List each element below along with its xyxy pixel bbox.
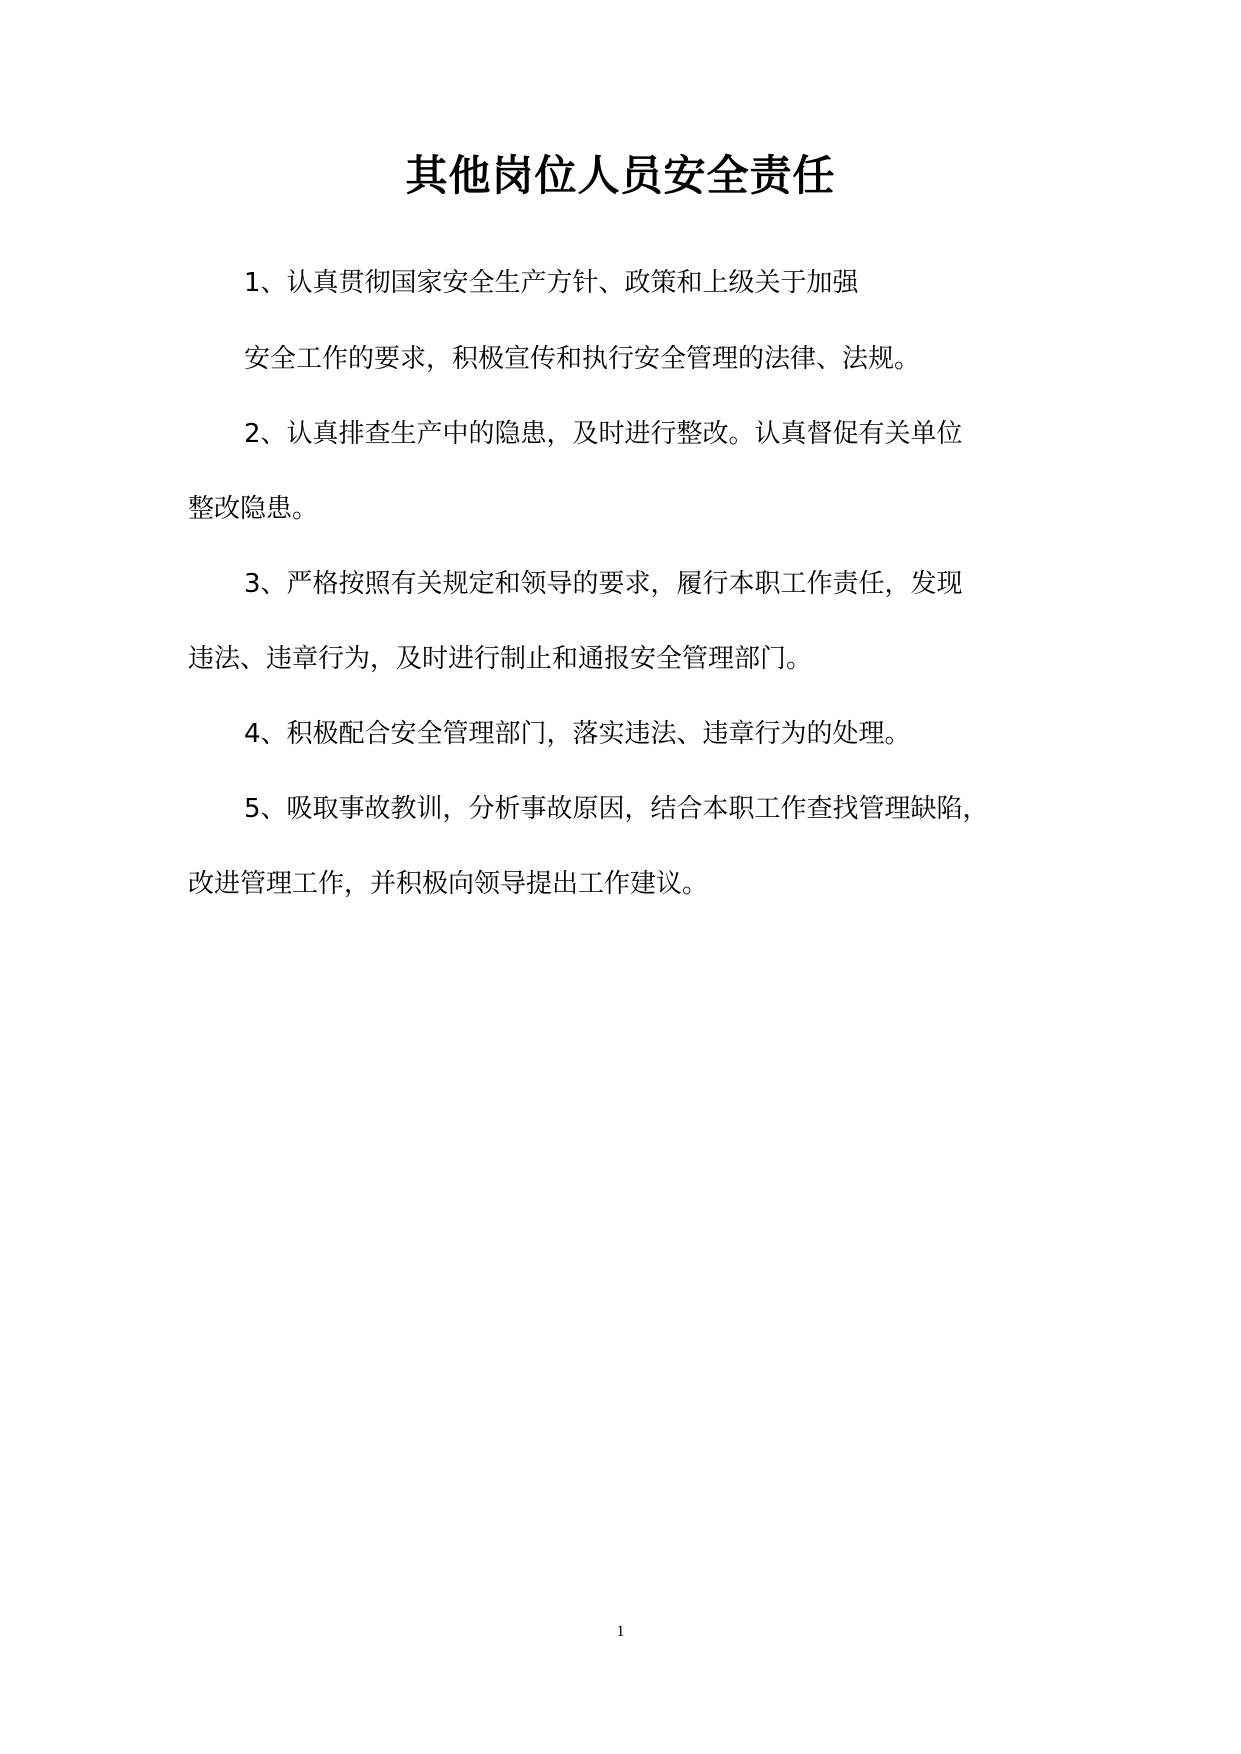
paragraph-4-line-1: 4、积极配合安全管理部门，落实违法、违章行为的处理。 — [244, 719, 911, 749]
paragraph-3-line-1: 3、严格按照有关规定和领导的要求，履行本职工作责任，发现 — [244, 569, 963, 599]
paragraph-5-line-1: 5、吸取事故教训，分析事故原因，结合本职工作查找管理缺陷， — [244, 794, 989, 824]
page-number: 1 — [616, 1623, 625, 1640]
paragraph-1-line-2: 安全工作的要求，积极宣传和执行安全管理的法律、法规。 — [244, 344, 921, 374]
paragraph-2-line-1: 2、认真排查生产中的隐患，及时进行整改。认真督促有关单位 — [244, 419, 963, 449]
paragraph-3-line-2: 违法、违章行为，及时进行制止和通报安全管理部门。 — [188, 644, 813, 674]
paragraph-1-line-1: 1、认真贯彻国家安全生产方针、政策和上级关于加强 — [244, 268, 859, 298]
document-title: 其他岗位人员安全责任 — [405, 151, 836, 200]
paragraph-2-line-2: 整改隐患。 — [188, 494, 319, 524]
paragraph-5-line-2: 改进管理工作，并积极向领导提出工作建议。 — [188, 869, 709, 899]
